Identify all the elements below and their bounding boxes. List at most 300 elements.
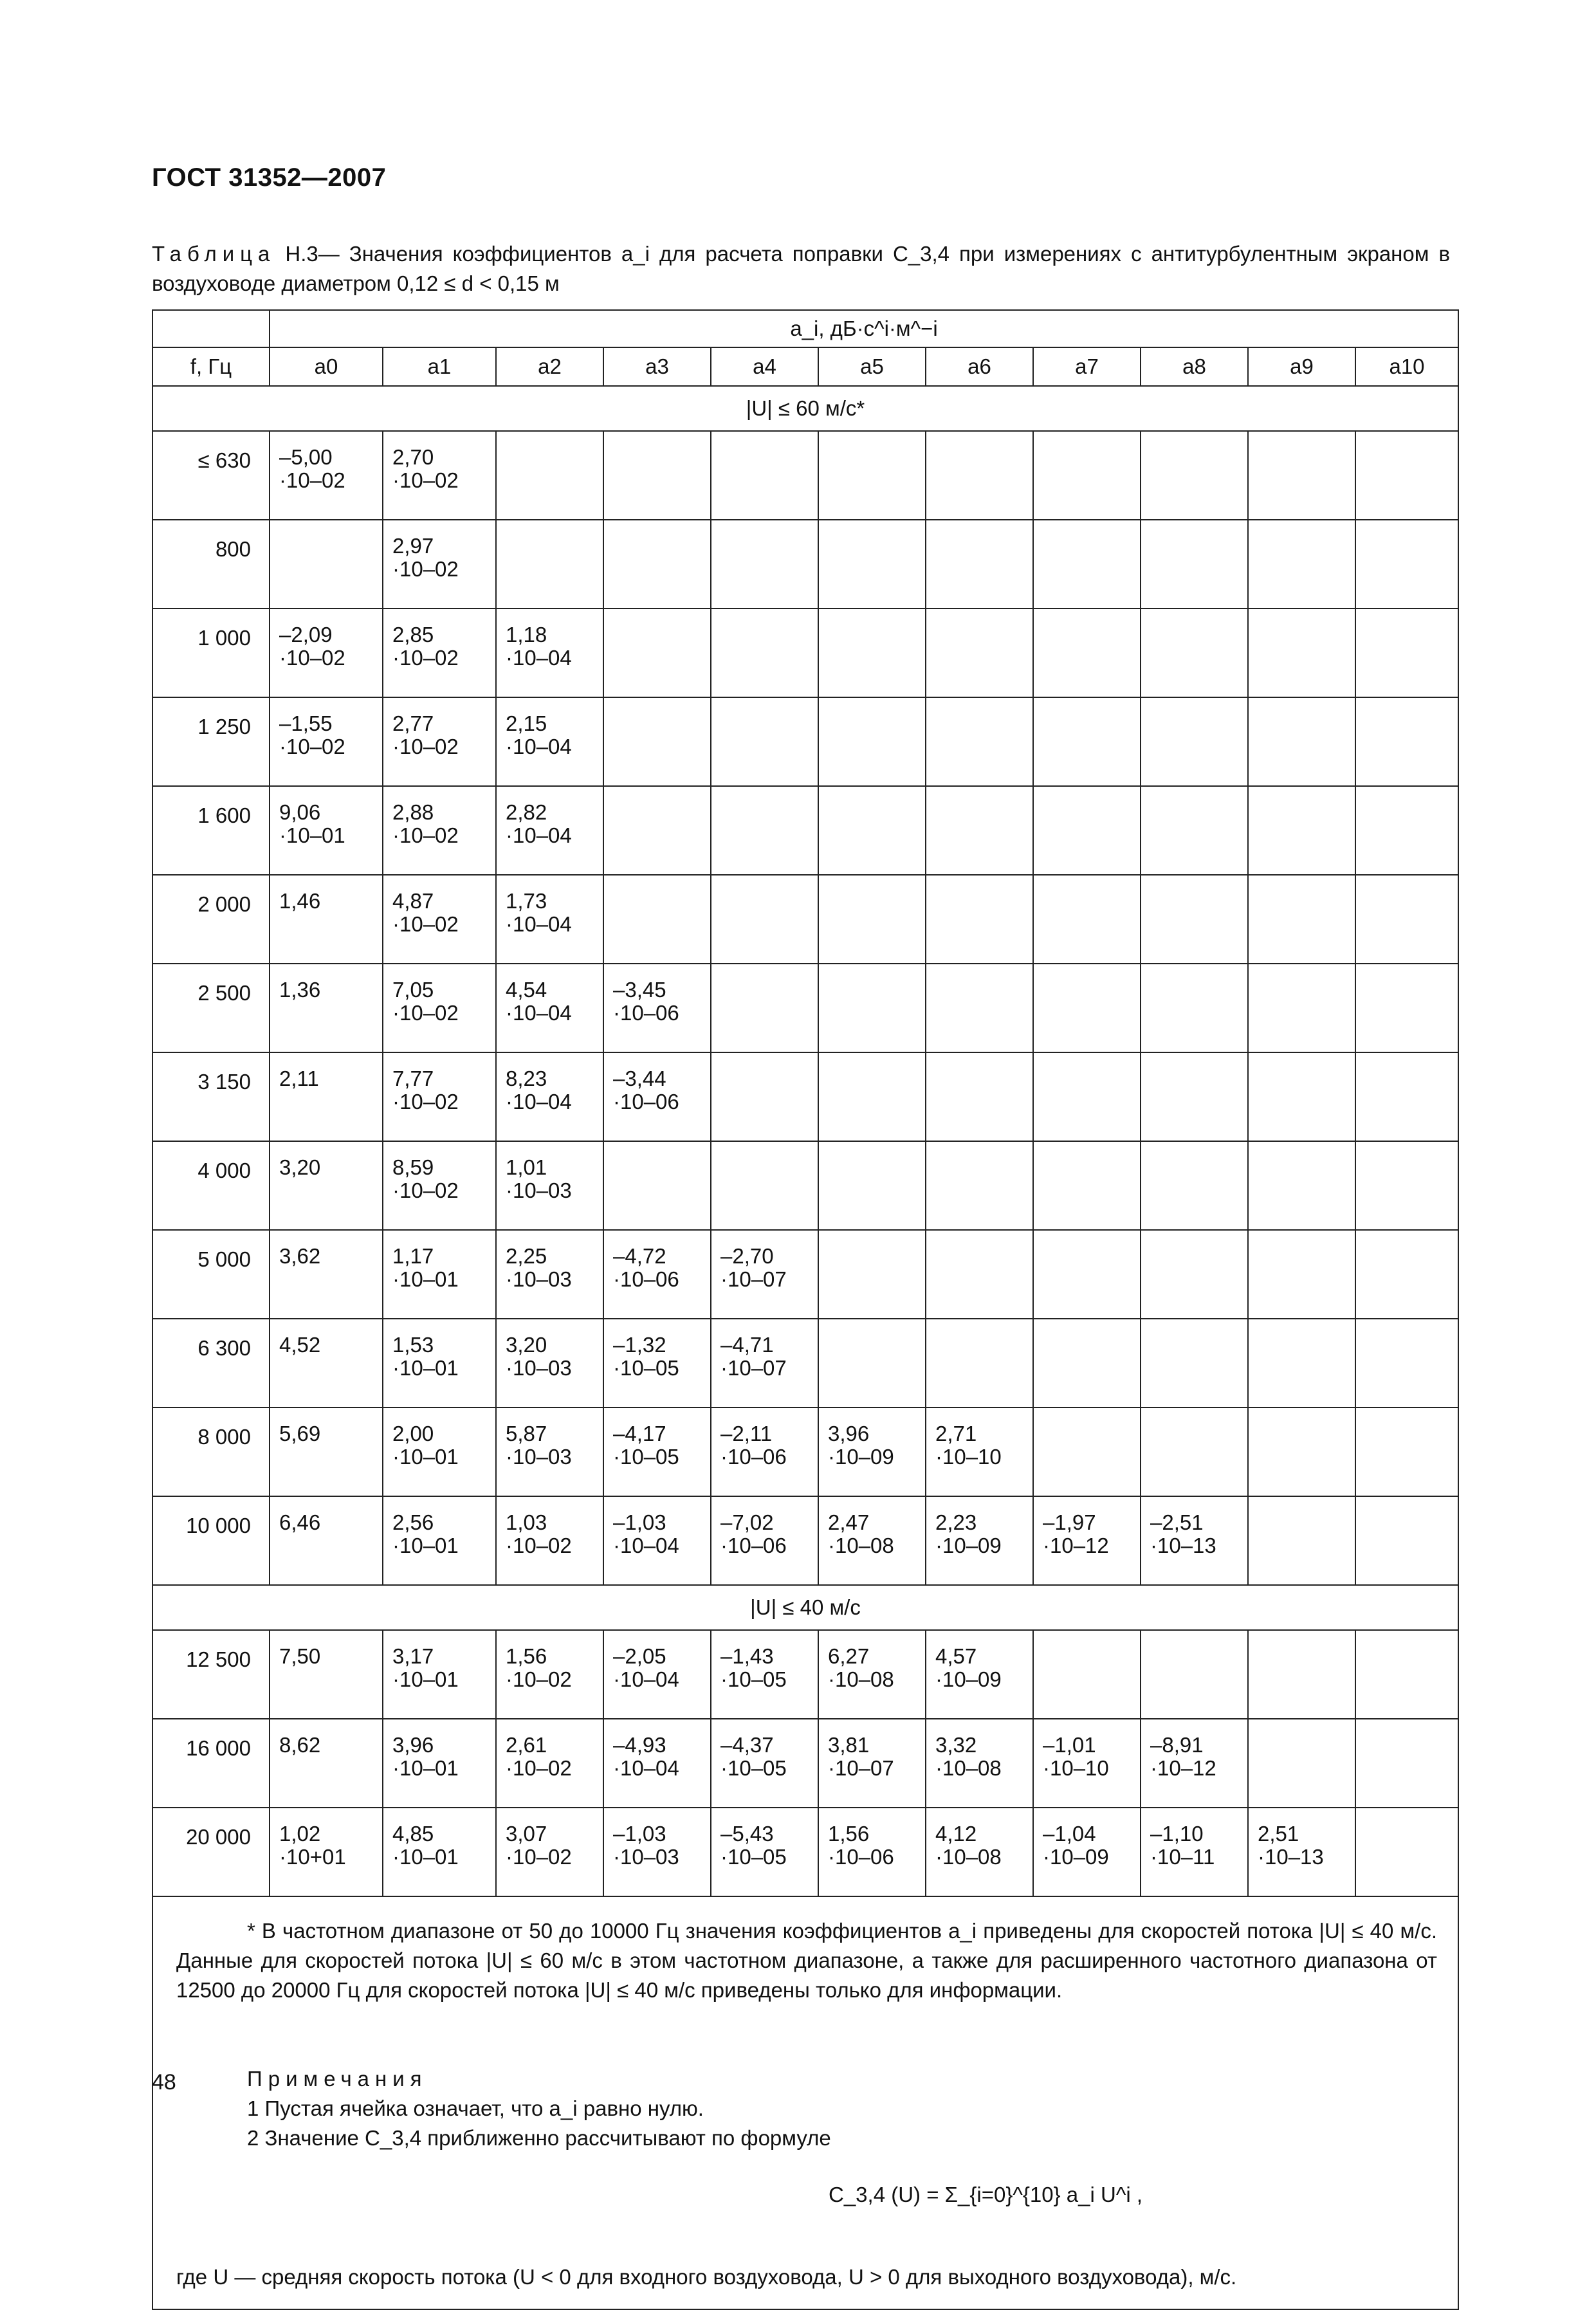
coef-cell-a9 <box>1248 520 1355 609</box>
exponent: ·10–02 <box>279 735 345 758</box>
velocity-band-60: |U| ≤ 60 м/с* <box>152 386 1458 431</box>
coef-cell-a7 <box>1033 1496 1141 1585</box>
coef-cell-a10 <box>1355 1719 1458 1808</box>
exponent: ·10–02 <box>506 1534 572 1557</box>
mantissa: –7,02 <box>720 1510 774 1534</box>
coef-cell-a7 <box>1033 964 1141 1052</box>
coef-cell-a4 <box>711 697 818 786</box>
coef-cell-a9 <box>1248 697 1355 786</box>
coef-cell-a3 <box>603 431 711 520</box>
mantissa: 3,81 <box>828 1733 870 1757</box>
coef-cell-a2 <box>496 1230 603 1319</box>
mantissa: 1,53 <box>392 1333 434 1357</box>
coef-cell-a8 <box>1141 964 1248 1052</box>
frequency-cell: ≤ 630 <box>152 431 270 520</box>
coef-cell-a2 <box>496 1630 603 1719</box>
mantissa: –2,70 <box>720 1244 774 1268</box>
coef-cell-a0 <box>270 1319 383 1407</box>
frequency-cell: 6 300 <box>152 1319 270 1407</box>
coef-cell-a1 <box>383 786 496 875</box>
exponent: ·10–01 <box>392 1356 459 1380</box>
coef-cell-a4 <box>711 875 818 964</box>
coef-cell-a3 <box>603 1052 711 1141</box>
coef-cell-a0 <box>270 520 383 609</box>
exponent: ·10–05 <box>720 1667 787 1691</box>
exponent: ·10–04 <box>506 646 572 670</box>
mantissa: 1,03 <box>506 1510 547 1534</box>
table-row <box>152 1052 1458 1141</box>
coef-cell-a1 <box>383 1719 496 1808</box>
coef-cell-a3 <box>603 1630 711 1719</box>
coef-cell-a0 <box>270 1230 383 1319</box>
coef-cell-a6 <box>926 964 1033 1052</box>
mantissa: 1,36 <box>279 978 321 1002</box>
coef-cell-a3 <box>603 1496 711 1585</box>
coef-cell-a6 <box>926 1230 1033 1319</box>
exponent: ·10–04 <box>613 1534 679 1557</box>
footnote: * В частотном диапазоне от 50 до 10000 Гц значения коэффициентов a_i приведены для скоростей потока |U| ≤ 40 м/с. Данные для скоростей потока |U| ≤ 60 м/с в этом частотном диапазоне, а также для расширенного частотного диапазона от 12500 до 20000 Гц для скоростей потока |U| ≤ 40 м/с приведены только для информации. <box>176 1919 1437 2002</box>
coef-cell-a0 <box>270 875 383 964</box>
exponent: ·10–06 <box>720 1445 787 1469</box>
mantissa: 3,96 <box>828 1422 870 1445</box>
mantissa: –2,51 <box>1150 1510 1204 1534</box>
mantissa: –4,72 <box>613 1244 666 1268</box>
coef-cell-a10 <box>1355 875 1458 964</box>
coef-cell-a6 <box>926 1319 1033 1407</box>
coef-cell-a9 <box>1248 1141 1355 1230</box>
mantissa: –2,11 <box>720 1422 773 1445</box>
table-row <box>152 1496 1458 1585</box>
exponent: ·10–04 <box>506 1001 572 1025</box>
coef-cell-a9 <box>1248 1230 1355 1319</box>
coef-cell-a0 <box>270 1630 383 1719</box>
mantissa: 2,51 <box>1258 1822 1299 1846</box>
mantissa: –1,43 <box>720 1644 774 1668</box>
exponent: ·10–04 <box>506 1090 572 1114</box>
exponent: ·10–02 <box>392 823 459 847</box>
exponent: ·10–01 <box>279 823 345 847</box>
freq-header: f, Гц <box>152 347 270 386</box>
coef-cell-a5 <box>818 1496 926 1585</box>
coef-header-a2: a2 <box>496 347 603 386</box>
coef-header-a6: a6 <box>926 347 1033 386</box>
coef-cell-a8 <box>1141 1407 1248 1496</box>
coef-cell-a1 <box>383 520 496 609</box>
coef-cell-a2 <box>496 1052 603 1141</box>
coef-cell-a6 <box>926 1808 1033 1896</box>
coef-header-a7: a7 <box>1033 347 1141 386</box>
coef-cell-a1 <box>383 1052 496 1141</box>
coef-cell-a7 <box>1033 1808 1141 1896</box>
exponent: ·10+01 <box>279 1845 346 1869</box>
coef-cell-a2 <box>496 786 603 875</box>
coef-cell-a8 <box>1141 1630 1248 1719</box>
coef-cell-a3 <box>603 520 711 609</box>
mantissa: 1,56 <box>828 1822 870 1846</box>
mantissa: 2,85 <box>392 623 434 646</box>
exponent: ·10–02 <box>392 735 459 758</box>
coef-header-a3: a3 <box>603 347 711 386</box>
mantissa: 1,46 <box>279 889 321 913</box>
exponent: ·10–06 <box>613 1267 679 1291</box>
exponent: ·10–10 <box>935 1445 1002 1469</box>
mantissa: –1,04 <box>1043 1822 1096 1846</box>
exponent: ·10–03 <box>506 1445 572 1469</box>
coef-cell-a9 <box>1248 1719 1355 1808</box>
mantissa: –4,37 <box>720 1733 774 1757</box>
coef-cell-a5 <box>818 1719 926 1808</box>
frequency-cell: 1 250 <box>152 697 270 786</box>
coef-cell-a0 <box>270 786 383 875</box>
table-row <box>152 520 1458 609</box>
coef-cell-a2 <box>496 1808 603 1896</box>
coef-cell-a6 <box>926 520 1033 609</box>
coef-cell-a5 <box>818 1141 926 1230</box>
coef-cell-a0 <box>270 609 383 697</box>
coef-cell-a9 <box>1248 1319 1355 1407</box>
table-caption <box>152 239 1450 298</box>
exponent: ·10–06 <box>828 1845 894 1869</box>
coef-cell-a9 <box>1248 1052 1355 1141</box>
exponent: ·10–03 <box>506 1178 572 1202</box>
exponent: ·10–01 <box>392 1534 459 1557</box>
coef-cell-a4 <box>711 964 818 1052</box>
coef-cell-a2 <box>496 1407 603 1496</box>
exponent: ·10–05 <box>720 1756 787 1780</box>
coef-cell-a9 <box>1248 875 1355 964</box>
exponent: ·10–10 <box>1043 1756 1109 1780</box>
coef-cell-a8 <box>1141 1230 1248 1319</box>
coef-cell-a7 <box>1033 1141 1141 1230</box>
mantissa: 1,73 <box>506 889 547 913</box>
coef-cell-a10 <box>1355 964 1458 1052</box>
coef-cell-a8 <box>1141 1141 1248 1230</box>
mantissa: 1,02 <box>279 1822 321 1846</box>
mantissa: 2,77 <box>392 711 434 735</box>
coef-cell-a4 <box>711 431 818 520</box>
coef-cell-a0 <box>270 964 383 1052</box>
exponent: ·10–02 <box>506 1667 572 1691</box>
mantissa: 3,96 <box>392 1733 434 1757</box>
standard-title: ГОСТ 31352—2007 <box>152 163 387 192</box>
mantissa: 3,17 <box>392 1644 434 1668</box>
mantissa: 8,59 <box>392 1155 434 1179</box>
mantissa: –3,45 <box>613 978 666 1002</box>
exponent: ·10–06 <box>613 1001 679 1025</box>
coef-cell-a9 <box>1248 431 1355 520</box>
coef-cell-a3 <box>603 875 711 964</box>
exponent: ·10–12 <box>1150 1756 1216 1780</box>
exponent: ·10–02 <box>279 468 345 492</box>
mantissa: 8,23 <box>506 1067 547 1090</box>
coef-cell-a2 <box>496 697 603 786</box>
mantissa: 4,12 <box>935 1822 977 1846</box>
mantissa: 6,46 <box>279 1510 321 1534</box>
coef-cell-a6 <box>926 1719 1033 1808</box>
note-1: 1 Пустая ячейка означает, что a_i равно нулю. <box>247 2096 704 2120</box>
mantissa: 2,70 <box>392 445 434 469</box>
coef-cell-a2 <box>496 609 603 697</box>
frequency-cell: 4 000 <box>152 1141 270 1230</box>
coef-cell-a8 <box>1141 697 1248 786</box>
coef-cell-a1 <box>383 1630 496 1719</box>
exponent: ·10–05 <box>613 1356 679 1380</box>
caption-text: — Значения коэффициентов a_i для расчета поправки C_3,4 при измерениях с антитурбулентным экраном в воздуховоде диаметром 0,12 ≤ d < 0,15 м <box>152 242 1450 295</box>
caption-number: Н.3 <box>285 242 318 266</box>
exponent: ·10–02 <box>392 1001 459 1025</box>
coef-cell-a6 <box>926 1630 1033 1719</box>
coef-cell-a2 <box>496 875 603 964</box>
exponent: ·10–02 <box>392 1178 459 1202</box>
coef-cell-a2 <box>496 1719 603 1808</box>
coef-cell-a3 <box>603 786 711 875</box>
mantissa: 3,20 <box>279 1155 321 1179</box>
coef-cell-a4 <box>711 1230 818 1319</box>
exponent: ·10–13 <box>1150 1534 1216 1557</box>
coef-cell-a7 <box>1033 1719 1141 1808</box>
exponent: ·10–05 <box>720 1845 787 1869</box>
mantissa: 3,62 <box>279 1244 321 1268</box>
coef-cell-a9 <box>1248 1407 1355 1496</box>
coef-cell-a4 <box>711 1808 818 1896</box>
coef-cell-a7 <box>1033 1052 1141 1141</box>
coef-cell-a9 <box>1248 786 1355 875</box>
unit-header: a_i, дБ·с^i·м^−i <box>270 310 1458 347</box>
mantissa: 1,18 <box>506 623 547 646</box>
exponent: ·10–04 <box>613 1756 679 1780</box>
coef-cell-a9 <box>1248 1630 1355 1719</box>
coef-cell-a10 <box>1355 1052 1458 1141</box>
coef-cell-a3 <box>603 1719 711 1808</box>
exponent: ·10–04 <box>506 912 572 936</box>
exponent: ·10–08 <box>828 1534 894 1557</box>
coef-cell-a5 <box>818 431 926 520</box>
where-clause: где U — средняя скорость потока (U < 0 для входного воздуховода, U > 0 для выходного воздуховода), м/с. <box>176 2265 1237 2289</box>
velocity-band-40: |U| ≤ 40 м/с <box>152 1585 1458 1630</box>
frequency-cell: 12 500 <box>152 1630 270 1719</box>
coef-header-a5: a5 <box>818 347 926 386</box>
coef-cell-a7 <box>1033 1230 1141 1319</box>
mantissa: 2,88 <box>392 800 434 824</box>
table-row <box>152 1719 1458 1808</box>
coef-cell-a8 <box>1141 609 1248 697</box>
exponent: ·10–06 <box>720 1534 787 1557</box>
coef-cell-a8 <box>1141 1808 1248 1896</box>
exponent: ·10–04 <box>613 1667 679 1691</box>
mantissa: 4,52 <box>279 1333 321 1357</box>
coef-cell-a4 <box>711 1630 818 1719</box>
exponent: ·10–11 <box>1150 1845 1215 1869</box>
mantissa: 2,47 <box>828 1510 870 1534</box>
coef-cell-a0 <box>270 1808 383 1896</box>
coef-cell-a8 <box>1141 1052 1248 1141</box>
exponent: ·10–01 <box>392 1267 459 1291</box>
coef-cell-a10 <box>1355 1230 1458 1319</box>
coef-cell-a3 <box>603 1230 711 1319</box>
coef-cell-a0 <box>270 697 383 786</box>
frequency-cell: 8 000 <box>152 1407 270 1496</box>
coef-cell-a2 <box>496 1141 603 1230</box>
coef-cell-a7 <box>1033 431 1141 520</box>
coef-header-a4: a4 <box>711 347 818 386</box>
coef-cell-a2 <box>496 1319 603 1407</box>
exponent: ·10–02 <box>506 1756 572 1780</box>
coef-cell-a3 <box>603 1319 711 1407</box>
mantissa: 2,82 <box>506 800 547 824</box>
coef-cell-a5 <box>818 1319 926 1407</box>
mantissa: 2,00 <box>392 1422 434 1445</box>
mantissa: –1,55 <box>279 711 333 735</box>
notes-block <box>153 1897 1458 2309</box>
mantissa: –1,01 <box>1043 1733 1096 1757</box>
coef-cell-a5 <box>818 1630 926 1719</box>
exponent: ·10–04 <box>506 823 572 847</box>
frequency-cell: 2 000 <box>152 875 270 964</box>
exponent: ·10–02 <box>392 912 459 936</box>
coef-cell-a4 <box>711 1719 818 1808</box>
coef-cell-a6 <box>926 1052 1033 1141</box>
mantissa: 2,23 <box>935 1510 977 1534</box>
mantissa: –1,32 <box>613 1333 666 1357</box>
mantissa: –5,43 <box>720 1822 774 1846</box>
coef-cell-a1 <box>383 1407 496 1496</box>
exponent: ·10–01 <box>392 1667 459 1691</box>
coef-cell-a7 <box>1033 609 1141 697</box>
coef-cell-a1 <box>383 875 496 964</box>
coef-cell-a10 <box>1355 1407 1458 1496</box>
mantissa: 4,54 <box>506 978 547 1002</box>
formula: C_3,4 (U) = Σ_{i=0}^{10} a_i U^i , <box>829 2183 1142 2206</box>
coef-cell-a3 <box>603 964 711 1052</box>
table-row <box>152 875 1458 964</box>
coef-cell-a10 <box>1355 520 1458 609</box>
mantissa: 2,71 <box>935 1422 977 1445</box>
coef-cell-a1 <box>383 609 496 697</box>
coef-cell-a0 <box>270 1141 383 1230</box>
exponent: ·10–03 <box>506 1356 572 1380</box>
coef-cell-a8 <box>1141 1496 1248 1585</box>
caption-label: Таблица <box>152 242 276 266</box>
exponent: ·10–03 <box>506 1267 572 1291</box>
coef-cell-a3 <box>603 609 711 697</box>
coef-header-a8: a8 <box>1141 347 1248 386</box>
mantissa: –4,71 <box>720 1333 774 1357</box>
coef-cell-a1 <box>383 431 496 520</box>
coef-cell-a8 <box>1141 431 1248 520</box>
coef-cell-a6 <box>926 875 1033 964</box>
coef-cell-a7 <box>1033 1630 1141 1719</box>
coef-cell-a0 <box>270 1496 383 1585</box>
coef-cell-a5 <box>818 875 926 964</box>
mantissa: 4,87 <box>392 889 434 913</box>
table-row <box>152 1808 1458 1896</box>
coef-cell-a0 <box>270 1052 383 1141</box>
mantissa: 9,06 <box>279 800 321 824</box>
coef-cell-a7 <box>1033 520 1141 609</box>
exponent: ·10–01 <box>392 1445 459 1469</box>
exponent: ·10–09 <box>935 1534 1002 1557</box>
freq-header-top <box>152 310 270 347</box>
coef-cell-a6 <box>926 1407 1033 1496</box>
coef-cell-a5 <box>818 786 926 875</box>
coef-cell-a1 <box>383 1496 496 1585</box>
coef-cell-a5 <box>818 697 926 786</box>
exponent: ·10–03 <box>613 1845 679 1869</box>
coef-cell-a7 <box>1033 786 1141 875</box>
exponent: ·10–05 <box>613 1445 679 1469</box>
table-row <box>152 1407 1458 1496</box>
coef-cell-a5 <box>818 1808 926 1896</box>
mantissa: –3,44 <box>613 1067 666 1090</box>
mantissa: 2,15 <box>506 711 547 735</box>
exponent: ·10–09 <box>1043 1845 1109 1869</box>
exponent: ·10–02 <box>506 1845 572 1869</box>
frequency-cell: 16 000 <box>152 1719 270 1808</box>
mantissa: 3,32 <box>935 1733 977 1757</box>
coef-cell-a3 <box>603 1808 711 1896</box>
coef-cell-a9 <box>1248 609 1355 697</box>
mantissa: –1,97 <box>1043 1510 1096 1534</box>
coef-cell-a4 <box>711 786 818 875</box>
coef-cell-a8 <box>1141 786 1248 875</box>
coef-cell-a9 <box>1248 1808 1355 1896</box>
mantissa: –1,03 <box>613 1510 666 1534</box>
mantissa: –4,17 <box>613 1422 666 1445</box>
frequency-cell: 1 600 <box>152 786 270 875</box>
coef-cell-a8 <box>1141 520 1248 609</box>
notes-heading: Примечания <box>247 2067 428 2091</box>
coef-cell-a10 <box>1355 1496 1458 1585</box>
frequency-cell: 800 <box>152 520 270 609</box>
frequency-cell: 20 000 <box>152 1808 270 1896</box>
exponent: ·10–07 <box>720 1356 787 1380</box>
exponent: ·10–02 <box>392 646 459 670</box>
table-row <box>152 964 1458 1052</box>
exponent: ·10–02 <box>279 646 345 670</box>
coef-cell-a2 <box>496 431 603 520</box>
coef-cell-a5 <box>818 1052 926 1141</box>
notes-cell <box>152 1896 1458 2309</box>
exponent: ·10–07 <box>720 1267 787 1291</box>
coef-cell-a3 <box>603 1407 711 1496</box>
coef-cell-a1 <box>383 1230 496 1319</box>
coef-cell-a1 <box>383 697 496 786</box>
coef-cell-a5 <box>818 520 926 609</box>
table-row <box>152 1230 1458 1319</box>
exponent: ·10–04 <box>506 735 572 758</box>
mantissa: 4,57 <box>935 1644 977 1668</box>
mantissa: 4,85 <box>392 1822 434 1846</box>
mantissa: 3,07 <box>506 1822 547 1846</box>
mantissa: 1,17 <box>392 1244 434 1268</box>
table-row <box>152 1630 1458 1719</box>
coef-cell-a4 <box>711 609 818 697</box>
mantissa: 5,87 <box>506 1422 547 1445</box>
coef-cell-a10 <box>1355 697 1458 786</box>
exponent: ·10–09 <box>828 1445 894 1469</box>
coef-cell-a4 <box>711 1496 818 1585</box>
coef-cell-a0 <box>270 1719 383 1808</box>
mantissa: 2,97 <box>392 534 434 558</box>
coef-cell-a10 <box>1355 609 1458 697</box>
exponent: ·10–08 <box>828 1667 894 1691</box>
coef-cell-a8 <box>1141 875 1248 964</box>
exponent: ·10–02 <box>392 557 459 581</box>
coef-cell-a4 <box>711 1052 818 1141</box>
frequency-cell: 3 150 <box>152 1052 270 1141</box>
coef-cell-a2 <box>496 520 603 609</box>
exponent: ·10–01 <box>392 1845 459 1869</box>
